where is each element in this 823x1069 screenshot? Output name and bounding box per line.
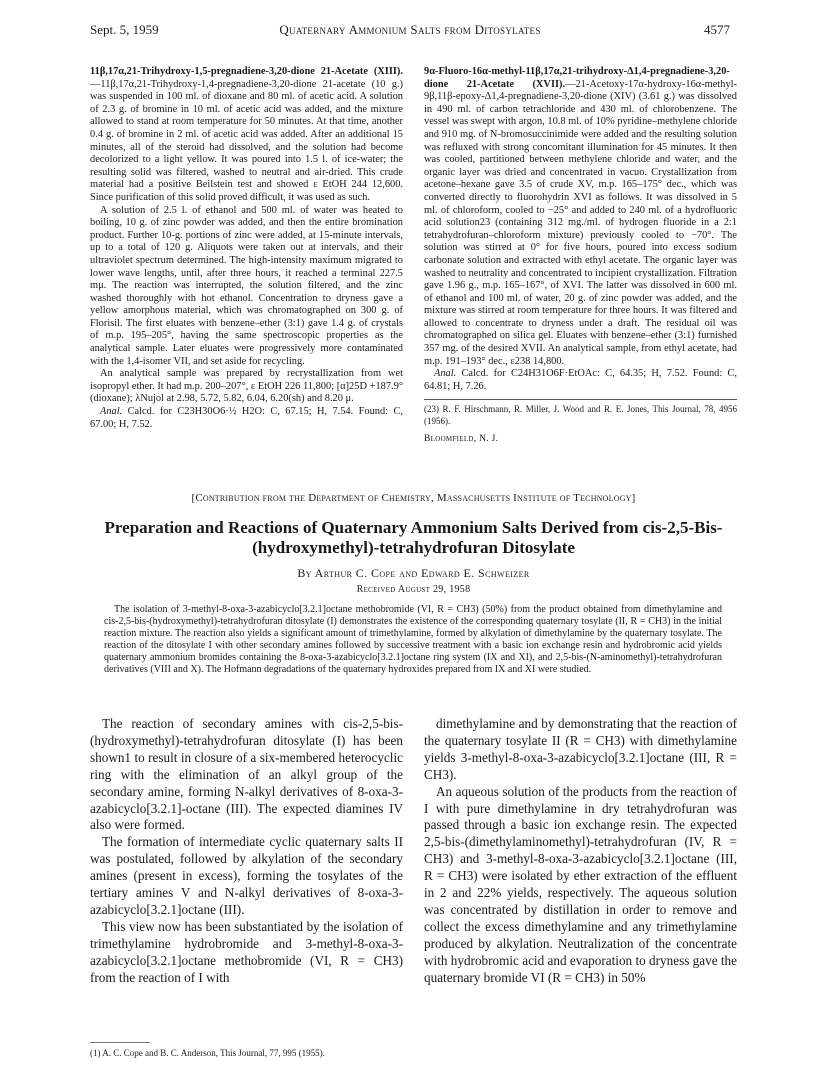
anal-label: Anal. [434,368,457,380]
body-paragraph: dimethylamine and by demonstrating that the reaction of the quaternary tosylate II (R = CH3) with dimethylamine yields 3-methyl-8-oxa-3-azabicyclo[3.2.1]octane (III, R = CH3). [424,716,737,782]
body-right-column [424,716,737,987]
body-paragraph: The formation of intermediate cyclic quaternary salts II was postulated, followed by alkylation of the secondary amines (present in excess), forming the tosylates of the tertiary amines V and N-alkyl derivatives of 8-oxa-3-azabicyclo[3.2.1]octane (III). [90,834,403,917]
analysis-line [424,368,737,393]
body-paragraph: The reaction of secondary amines with cis-2,5-bis-(hydroxymethyl)-tetrahydrofuran ditosylate (I) has been shown1 to result in closure of a six-membered heterocyclic ring with the elimination of an alkyl group of the secondary amine, forming N-alkyl derivatives of 8-oxa-3-azabicyclo[3.2.1]-octane (III). The expected diamines IV also were formed. [90,716,403,833]
page-number: 4577 [704,22,730,37]
left-column-experimental [90,66,403,431]
received-date: Received August 29, 1958 [356,584,471,595]
body-paragraph: An aqueous solution of the products from the reaction of I with pure dimethylamine in dry tetrahydrofuran was passed through a basic ion exchange resin. The expected 2,5-bis-(dimethylaminomethyl)-tetrahydrofuran (IV, R = CH3) and 3-methyl-8-oxa-3-azabicyclo[3.2.1]octane (III, R = CH3) were isolated by ether extraction of the effluent in 2 and 22% yields, respectively. The aqueous solution was concentrated by distillation in order to remove and collect the excess dimethylamine and any trimethylamine produced by alkylation. Neutralization of the concentrate with hydrobromic acid and evaporation to dryness gave the quaternary bromide VI (R = CH3) in 50% [424,783,737,985]
anal-values: Calcd. for C23H30O6·½ H2O: C, 67.15; H, 7.54. Found: C, 67.00; H, 7.52. [90,406,403,430]
anal-label: Anal. [100,406,123,418]
analytical-sample-paragraph: An analytical sample was prepared by recrystallization from wet isopropyl ether. It had m.p. 200–207°, ε EtOH 226 11,800; [α]25D +187.9° (dioxane); λNujol at 2.98, 5.72, 5.82, 6.04, 6.20(sh) and 8.20 μ. [90,368,403,405]
issue-date: Sept. 5, 1959 [90,22,159,37]
article-authors: By Arthur C. Cope and Edward E. Schweizer [297,566,530,580]
compound-xiii-paragraph [90,66,403,205]
analysis-line [90,406,403,431]
footnote-1 [90,1048,403,1059]
body-paragraph: This view now has been substantiated by the isolation of trimethylamine hydrobromide and 3-methyl-8-oxa-3-azabicyclo[3.2.1]octane methobromide (VI, R = CH3) from the reaction of I with [90,918,403,985]
abstract-text: The isolation of 3-methyl-8-oxa-3-azabicyclo[3.2.1]octane methobromide (VI, R = CH3) (50%) from the product obtained from dimethylamine and cis-2,5-bis-(hydroxymethyl)-tetrahydrofuran ditosylate (I) demonstrates the existence of the corresponding quaternary tosylate (II, R = CH3) in the initial reaction mixture. The reaction also yields a significant amount of trimethylamine, formed by alkylation of dimethylamine by the quaternary tosylate. The reaction of the ditosylate I with other secondary amines followed by successive treatment with a basic ion exchange resin and hydrobromic acid yields quaternary ammonium bromides containing the 8-oxa-3-azabicyclo[3.2.1]octane ring system (IX and XI), and 2,5-bis-(N-aminomethyl)-tetrahydrofuran derivatives (VIII and X). The Hofmann degradations of the quaternary hydroxides prepared from IX and XI were studied. [104,604,722,675]
compound-xvii-paragraph [424,66,737,368]
compound-xvii-heading: 9α-Fluoro-16α-methyl-11β,17α,21-trihydroxy-Δ1,4-pregnadiene-3,20-dione 21-Acetate (XVII). [424,66,730,90]
running-head [90,22,730,42]
article-title: Preparation and Reactions of Quaternary Ammonium Salts Derived from cis-2,5-Bis-(hydroxymethyl)-tetrahydrofuran Ditosylate [104,518,723,557]
compound-xiii-heading: 11β,17α,21-Trihydroxy-1,5-pregnadiene-3,20-dione 21-Acetate (XIII). [90,66,403,77]
footnote-rule [90,1042,150,1043]
body-left-column [90,716,403,987]
contribution-line: [Contribution from the Department of Chemistry, Massachusetts Institute of Technology] [191,492,636,504]
footnote-23: (23) R. F. Hirschmann, R. Miller, J. Wood and R. E. Jones, This Journal, 78, 4956 (1956). [424,399,737,427]
abstract [104,604,722,676]
footnote-1-text: (1) A. C. Cope and B. C. Anderson, This Journal, 77, 995 (1955). [90,1048,325,1058]
anal-values: Calcd. for C24H31O6F·EtOAc: C, 64.35; H, 7.52. Found: C, 64.81; H, 7.26. [424,368,737,392]
author-address: Bloomfield, N. J. [424,434,499,445]
compound-xvii-procedure: —21-Acetoxy-17α-hydroxy-16α-methyl-9β,11β-epoxy-Δ1,4-pregnadiene-3,20-dione (XIV) (3.61 g.) was dissolved in 490 ml. of carbon tetrachloride and 430 ml. of chlorobenzene. The vessel was swept with argon, 10.8 ml. of 10% pyridine–methylene chloride and 910 mg. of N-bromosuccinimide were added and the resulting solution was refluxed with strong concomitant illumination for 45 minutes. It then was cooled, partitioned between methylene chloride and water, and the organic layer was dried and concentrated in vacuo. Crystallization from acetone–hexane gave 3.5 of crude XV, m.p. 165–175° dec., which was converted directly to fluorohydrin XVI as follows. It was dissolved in 5 ml. of chloroform, cooled to −25° and added to 240 ml. of a hydrofluoric acid solution23 (containing 312 mg./ml. of hydrogen fluoride in a 2:1 tetrahydrofuran–chloroform mixture) previously cooled to −70°. The solution was stirred at 0° for five hours, poured into excess sodium carbonate solution and extracted with ethyl acetate. The organic layer was washed to neutrality and concentrated to incipient crystallization. Filtration gave 1.96 g., m.p. 165–167°, of XVI. The latter was dissolved in 600 ml. of ethanol and 100 ml. of water, 20 g. of zinc powder was added, and the mixture was stirred at room temperature for three hours. It was filtered and allowed to concentrate to dryness under a draft. The residual oil was chromatographed on silica gel. Eluates with benzene–ether (3:1) furnished 357 mg. of the desired XVII. An analytical sample, from ethyl acetate, had m.p. 191–193° dec., ε238 14,800. [424,78,737,367]
right-column-experimental [424,66,737,446]
running-title: Quaternary Ammonium Salts from Ditosylates [279,22,541,37]
compound-xiii-procedure: —11β,17α,21-Trihydroxy-1,4-pregnadiene-3,20-dione 21-acetate (10 g.) was suspended in 100 ml. of dioxane and 80 ml. of acetic acid. A solution of 2.3 g. of bromine in 10 ml. of acetic acid was added, and the mixture allowed to stand at room temperature for 50 minutes. At that time, another 0.4 g. of bromine in 2 ml. of acetic acid was added. After an additional 15 minutes, all of the steroid had dissolved, and the solution had become decolorized to a light yellow. It was poured into 1.5 l. of ice-water; the resulting solid was filtered, washed to neutral and air-dried. This crude material had a positive Beilstein test and showed ε EtOH 244 12,600. Since purification of this solid proved difficult, it was used as such. [90,78,403,203]
reduction-paragraph: A solution of 2.5 l. of ethanol and 500 ml. of water was heated to boiling, 10 g. of zinc powder was added, and then the entire bromination product. Further 10-g. portions of zinc were added, at 15-minute intervals, up to a total of 120 g. Aliquots were taken out at intervals, and their ultraviolet spectrum determined. The high-intensity maximum migrated to lower wave lengths, until, after three hours, it reached a terminal 227.5 mμ. The reaction was interrupted, the solution filtered, and the zinc washed thoroughly with hot ethanol. Concentration to dryness gave a yellow amorphous material, which was chromatographed on 300 g. of Florisil. The first eluates with benzene–ether (3:1) gave 1.4 g. of crystals of m.p. 195–205°, having the same spectroscopic properties as the analytical sample. Later eluates were progressively more contaminated with the 1,4-isomer VII, and set aside for recycling. [90,204,403,367]
